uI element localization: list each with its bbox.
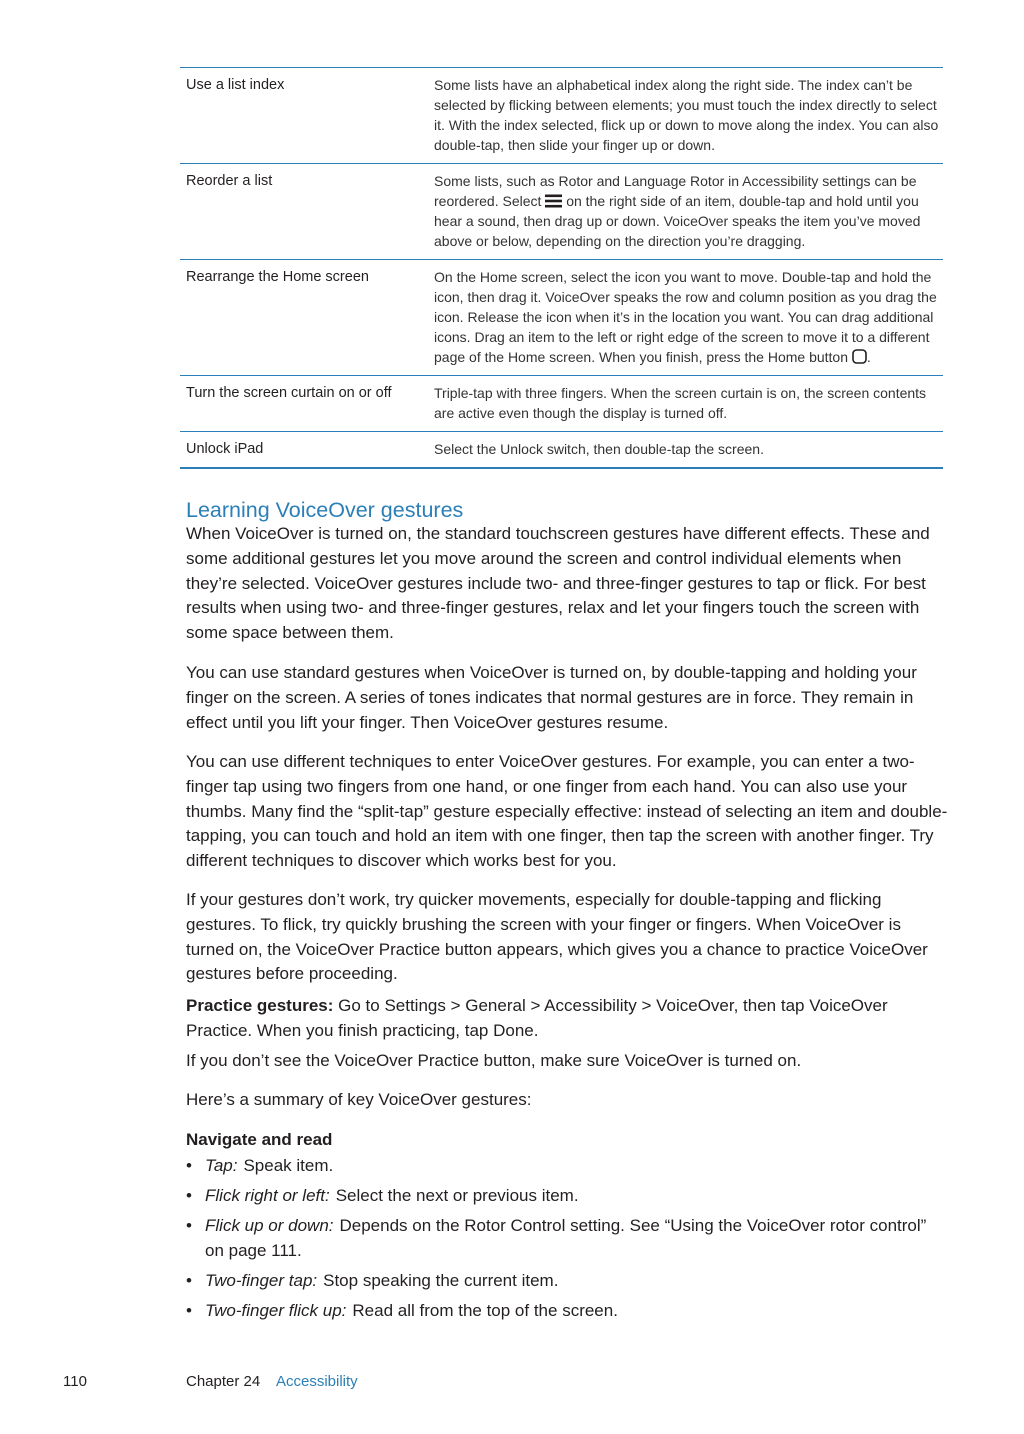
list-item	[186, 1269, 948, 1294]
paragraph: You can use standard gestures when VoiceOver is turned on, by double-tapping and holding your finger on the screen. A series of tones indicates that normal gestures are in force. They remain in effect until you lift your finger. Then VoiceOver gestures resume.	[186, 663, 917, 732]
gesture-term: Two-finger tap:	[205, 1270, 318, 1290]
table-task-label: Rearrange the Home screen	[186, 269, 369, 285]
list-item	[186, 1214, 948, 1264]
home-button-icon	[852, 349, 867, 364]
table-task-description: Select the Unlock switch, then double-tap the screen.	[434, 441, 764, 457]
gesture-term: Two-finger flick up:	[205, 1300, 347, 1320]
table-task-description	[434, 267, 943, 367]
chapter-label: Chapter 24	[186, 1373, 261, 1390]
list-item	[186, 1154, 948, 1179]
table-task-label: Unlock iPad	[186, 441, 264, 457]
paragraph: If your gestures don’t work, try quicker movements, especially for double-tapping and flicking gestures. To flick, try quickly brushing the screen with your finger or fingers. When VoiceOver is turned on, the VoiceOver Practice button appears, which gives you a chance to practice VoiceOver gestures before proceeding.	[186, 890, 928, 984]
gesture-term: Flick up or down:	[205, 1215, 334, 1235]
practice-note	[186, 994, 948, 1044]
table-task-description	[434, 171, 943, 251]
table-row	[180, 376, 943, 432]
subsection-heading: Navigate and read	[186, 1130, 333, 1149]
list-item	[186, 1299, 948, 1324]
paragraph: When VoiceOver is turned on, the standard touchscreen gestures have different effects. These and some additional gestures let you move around the screen and control individual elements when they’re selected. VoiceOver gestures include two- and three-finger gestures to tap or flick. For best results when using two- and three-finger gestures, relax and let your fingers touch the screen with some space between them.	[186, 524, 930, 643]
page-number: 110	[63, 1373, 87, 1390]
paragraph: Here’s a summary of key VoiceOver gestures:	[186, 1090, 532, 1109]
bullet-icon: •	[186, 1215, 192, 1235]
gesture-description: Select the next or previous item.	[335, 1185, 579, 1205]
table-row	[180, 260, 943, 376]
description-text: On the Home screen, select the icon you want to move. Double-tap and hold the icon, then drag it. VoiceOver speaks the row and column position as you drag the icon. Release the icon when it’s in the location you want. You can drag additional icons. Drag an item to the left or right edge of the screen to move it to a different page of the Home screen. When you finish, press the Home button	[434, 269, 937, 365]
gesture-description: Speak item.	[243, 1156, 334, 1175]
description-text: on the right side of an item, double-tap and hold until you hear a sound, then drag up or down. VoiceOver speaks the item you’ve moved above or below, depending on the direction you’re dragging.	[434, 193, 921, 249]
table-task-description: Triple-tap with three fingers. When the screen curtain is on, the screen contents are active even though the display is turned off.	[434, 385, 927, 421]
paragraph: If you don’t see the VoiceOver Practice button, make sure VoiceOver is turned on.	[186, 1051, 802, 1070]
table-row	[180, 68, 943, 164]
chapter-name: Accessibility	[276, 1373, 358, 1390]
reorder-handle-icon	[545, 194, 562, 208]
table-task-description: Some lists have an alphabetical index along the right side. The index can’t be selected by flicking between elements; you must touch the index directly to select it. With the index selected, flick up or down to move along the index. You can also double-tap, then slide your finger up or down.	[434, 77, 939, 153]
gesture-list	[186, 1154, 948, 1329]
description-text: Some lists, such as Rotor and Language Rotor in Accessibility settings can be reordered. Select	[434, 173, 917, 209]
table-row	[180, 432, 943, 469]
table-task-label: Reorder a list	[186, 173, 273, 189]
table-row	[180, 164, 943, 260]
section-title: Learning VoiceOver gestures	[186, 498, 464, 522]
table-task-label: Turn the screen curtain on or off	[186, 385, 392, 401]
bullet-icon: •	[186, 1300, 192, 1320]
bullet-icon: •	[186, 1270, 192, 1290]
practice-text: Go to Settings > General > Accessibility > VoiceOver, then tap VoiceOver Practice. When you finish practicing, tap Done.	[186, 996, 888, 1040]
gesture-table	[180, 67, 943, 469]
gesture-term: Tap:	[205, 1156, 238, 1175]
gesture-description: Stop speaking the current item.	[323, 1270, 559, 1290]
bullet-icon: •	[186, 1156, 192, 1175]
list-item	[186, 1184, 948, 1209]
gesture-description: Depends on the Rotor Control setting. See “Using the VoiceOver rotor control” on page 111.	[205, 1215, 927, 1260]
bullet-icon: •	[186, 1185, 192, 1205]
description-text: .	[866, 349, 871, 365]
paragraph: You can use different techniques to enter VoiceOver gestures. For example, you can enter a two-finger tap using two fingers from one hand, or one finger from each hand. You can also use your thumbs. Many find the “split-tap” gesture especially effective: instead of selecting an item and double-tapping, you can touch and hold an item with one finger, then tap the screen with another finger. Try different techniques to discover which works best for you.	[186, 752, 948, 871]
practice-lead: Practice gestures:	[186, 996, 334, 1015]
gesture-term: Flick right or left:	[205, 1185, 330, 1205]
table-task-label: Use a list index	[186, 77, 285, 93]
gesture-description: Read all from the top of the screen.	[352, 1300, 618, 1320]
